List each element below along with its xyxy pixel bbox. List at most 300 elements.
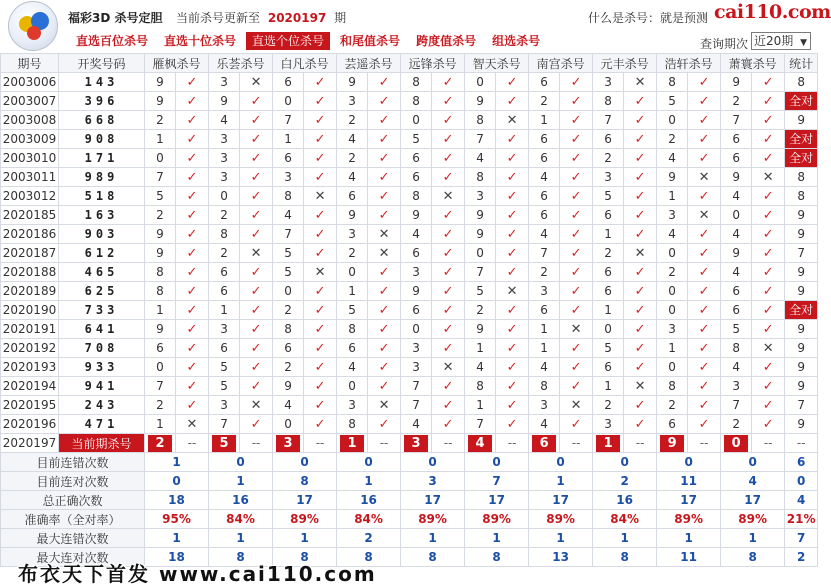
win-digit: 9 (107, 170, 119, 184)
win-number-cell (59, 111, 145, 130)
check-icon (304, 301, 337, 320)
check-mark: ✓ (506, 264, 518, 280)
kill-value-cell: 6 (273, 73, 304, 92)
cross-mark: ✕ (698, 207, 710, 223)
kill-value-cell: 8 (337, 320, 368, 339)
kill-value-cell: 7 (401, 396, 432, 415)
stats-value-cell: 89% (721, 510, 785, 529)
check-icon (752, 358, 785, 377)
win-digit: 4 (95, 398, 108, 412)
win-digit: 9 (84, 132, 96, 146)
kill-value-cell: 4 (721, 225, 752, 244)
stats-value-cell: 16 (209, 491, 273, 510)
win-number-cell (59, 415, 145, 434)
table-row (1, 187, 818, 206)
check-icon (496, 187, 529, 206)
site-domain-logo[interactable]: cai110.com (714, 1, 831, 23)
check-mark: ✓ (634, 226, 646, 242)
row-stat-cell: 7 (785, 244, 818, 263)
kill-value-cell: 0 (273, 92, 304, 111)
win-digit: 6 (84, 284, 96, 298)
check-mark: ✓ (186, 131, 198, 147)
kill-value-cell: 0 (145, 149, 176, 168)
check-mark: ✓ (570, 283, 582, 299)
check-mark: ✓ (634, 283, 646, 299)
kill-value-cell: 8 (529, 377, 560, 396)
table-row (1, 149, 818, 168)
table-row (1, 244, 818, 263)
win-digit: 8 (107, 113, 119, 127)
check-icon (560, 149, 593, 168)
kill-value-cell: 3 (337, 396, 368, 415)
check-icon (432, 301, 465, 320)
kill-value-cell: 4 (529, 415, 560, 434)
kill-value-cell: 0 (721, 206, 752, 225)
kill-value-cell: 3 (657, 320, 688, 339)
check-mark: ✓ (250, 112, 262, 128)
kill-value-cell: 2 (337, 244, 368, 263)
win-digit: 9 (84, 379, 96, 393)
check-icon (624, 320, 657, 339)
kill-value-cell: 2 (529, 263, 560, 282)
header-bar (0, 0, 831, 32)
check-icon (432, 225, 465, 244)
check-mark: ✓ (186, 207, 198, 223)
col-header-win: 开奖号码 (59, 54, 145, 73)
check-icon (368, 377, 401, 396)
check-mark: ✓ (634, 340, 646, 356)
kill-value-cell: 0 (657, 244, 688, 263)
kill-value-cell: 5 (273, 244, 304, 263)
check-mark: ✓ (442, 112, 454, 128)
kill-value-cell: 2 (145, 206, 176, 225)
check-icon (240, 301, 273, 320)
check-mark: ✓ (762, 112, 774, 128)
cross-mark: ✕ (378, 245, 390, 261)
win-digit: 0 (95, 227, 108, 241)
check-icon (752, 377, 785, 396)
row-stat-cell (785, 301, 818, 320)
tab-3[interactable]: 和尾值杀号 (340, 34, 401, 48)
check-icon (432, 339, 465, 358)
check-icon (176, 339, 209, 358)
win-number-cell (59, 339, 145, 358)
check-mark: ✓ (570, 112, 582, 128)
check-icon (496, 92, 529, 111)
check-icon (368, 111, 401, 130)
check-icon (560, 301, 593, 320)
kill-value-cell: 3 (209, 168, 240, 187)
check-icon (560, 358, 593, 377)
kill-value-cell: 1 (337, 282, 368, 301)
win-digit: 7 (95, 151, 108, 165)
cross-mark: ✕ (762, 169, 774, 185)
tab-1[interactable]: 直选十位杀号 (164, 34, 237, 48)
kill-value-cell: 6 (145, 339, 176, 358)
win-number-cell (59, 301, 145, 320)
check-mark: ✓ (762, 226, 774, 242)
check-mark: ✓ (698, 302, 710, 318)
check-icon (496, 225, 529, 244)
kill-value-cell: 7 (593, 111, 624, 130)
check-icon (496, 415, 529, 434)
check-mark: ✓ (634, 359, 646, 375)
kill-value-cell: 0 (657, 358, 688, 377)
kill-value-cell: 9 (145, 73, 176, 92)
kill-value-cell: 0 (401, 320, 432, 339)
kill-value-cell: 6 (593, 282, 624, 301)
kill-value-cell: 6 (401, 149, 432, 168)
check-icon (240, 339, 273, 358)
kill-value-cell: 3 (657, 206, 688, 225)
issue-cell: 2003012 (1, 187, 59, 206)
tab-4[interactable]: 跨度值杀号 (416, 34, 477, 48)
check-mark: ✓ (506, 93, 518, 109)
kill-value-cell: 8 (657, 377, 688, 396)
app-title: 福彩3D 杀号定胆 (68, 11, 163, 25)
kill-value-cell: 6 (721, 301, 752, 320)
check-icon (688, 415, 721, 434)
win-number-cell (59, 206, 145, 225)
cross-icon (560, 396, 593, 415)
cross-mark: ✕ (250, 245, 262, 261)
check-mark: ✓ (250, 207, 262, 223)
check-icon (176, 282, 209, 301)
check-icon (432, 168, 465, 187)
check-icon (496, 73, 529, 92)
current-kill-number: 3 (404, 435, 428, 452)
current-label-cell: 当前期杀号 (59, 434, 145, 453)
kill-value-cell: 5 (273, 263, 304, 282)
stats-total-cell: 21% (785, 510, 818, 529)
check-mark: ✓ (378, 93, 390, 109)
check-icon (752, 187, 785, 206)
kill-value-cell: 2 (657, 263, 688, 282)
check-icon (304, 206, 337, 225)
check-icon (624, 111, 657, 130)
check-icon (304, 358, 337, 377)
check-icon (304, 377, 337, 396)
check-mark: ✓ (314, 74, 326, 90)
tab-0[interactable]: 直选百位杀号 (76, 34, 149, 48)
check-mark: ✓ (506, 207, 518, 223)
win-digit: 3 (107, 303, 119, 317)
kill-value-cell: 8 (465, 168, 496, 187)
cross-icon (368, 225, 401, 244)
check-mark: ✓ (698, 416, 710, 432)
kill-value-cell: 7 (721, 111, 752, 130)
check-icon (368, 320, 401, 339)
win-number-cell (59, 396, 145, 415)
check-mark: ✓ (762, 302, 774, 318)
stats-label-cell: 准确率（全对率） (1, 510, 145, 529)
issue-cell: 2020193 (1, 358, 59, 377)
check-icon (368, 187, 401, 206)
check-icon (176, 396, 209, 415)
check-mark: ✓ (506, 226, 518, 242)
row-stat-cell (785, 149, 818, 168)
check-icon (688, 263, 721, 282)
row-stat-cell: 8 (785, 73, 818, 92)
check-icon (752, 244, 785, 263)
stats-value-cell: 89% (657, 510, 721, 529)
stats-value-cell: 84% (209, 510, 273, 529)
kill-value-cell: 0 (337, 263, 368, 282)
check-icon (432, 415, 465, 434)
check-mark: ✓ (314, 340, 326, 356)
update-period: 2020197 (267, 11, 327, 25)
kill-value-cell: 3 (337, 92, 368, 111)
check-mark: ✓ (698, 283, 710, 299)
update-suffix: 期 (334, 11, 347, 25)
check-icon (688, 282, 721, 301)
check-mark: ✓ (378, 340, 390, 356)
table-row (1, 301, 818, 320)
check-mark: ✓ (506, 74, 518, 90)
kill-value-cell: 0 (657, 111, 688, 130)
period-select-value: 近20期 (754, 34, 794, 48)
check-icon (432, 396, 465, 415)
stats-value-cell: 0 (657, 453, 721, 472)
stats-value-cell: 13 (529, 548, 593, 567)
check-icon (752, 225, 785, 244)
kill-value-cell: 6 (209, 339, 240, 358)
tab-2[interactable]: 直选个位杀号 (246, 32, 330, 50)
check-mark: ✓ (442, 226, 454, 242)
current-dash-cell: -- (560, 434, 593, 453)
stats-value-cell: 1 (593, 529, 657, 548)
row-stat-cell: 9 (785, 282, 818, 301)
kill-value-cell: 4 (337, 168, 368, 187)
check-mark: ✓ (250, 378, 262, 394)
current-kill-number: 2 (148, 435, 172, 452)
check-mark: ✓ (186, 359, 198, 375)
current-kill-number: 5 (212, 435, 236, 452)
col-header-expert: 远锋杀号 (401, 54, 465, 73)
kill-value-cell: 1 (273, 130, 304, 149)
stats-value-cell: 1 (273, 529, 337, 548)
check-icon (688, 301, 721, 320)
kill-value-cell: 2 (145, 111, 176, 130)
stats-value-cell: 8 (273, 472, 337, 491)
stats-value-cell: 89% (529, 510, 593, 529)
check-mark: ✓ (378, 416, 390, 432)
check-icon (176, 130, 209, 149)
stats-value-cell: 8 (593, 548, 657, 567)
stats-value-cell: 1 (721, 529, 785, 548)
check-icon (752, 206, 785, 225)
check-mark: ✓ (506, 150, 518, 166)
win-digit: 4 (84, 265, 96, 279)
stats-row (1, 453, 818, 472)
period-select[interactable] (751, 32, 811, 50)
table-row (1, 111, 818, 130)
check-icon (624, 168, 657, 187)
check-icon (304, 396, 337, 415)
check-icon (688, 130, 721, 149)
kill-value-cell: 3 (209, 73, 240, 92)
table-row (1, 377, 818, 396)
cross-mark: ✕ (314, 264, 326, 280)
win-digit: 5 (107, 265, 119, 279)
kill-value-cell: 9 (145, 244, 176, 263)
check-mark: ✓ (250, 340, 262, 356)
row-stat-cell: 8 (785, 187, 818, 206)
win-digit: 9 (95, 94, 108, 108)
check-icon (304, 130, 337, 149)
stats-value-cell: 7 (465, 472, 529, 491)
check-mark: ✓ (314, 321, 326, 337)
cross-icon (176, 415, 209, 434)
win-digit: 8 (107, 189, 119, 203)
site-logo-icon[interactable] (8, 1, 58, 51)
win-digit: 1 (84, 151, 96, 165)
check-mark: ✓ (570, 188, 582, 204)
check-icon (240, 377, 273, 396)
cross-mark: ✕ (250, 74, 262, 90)
check-mark: ✓ (634, 416, 646, 432)
check-icon (496, 301, 529, 320)
stats-value-cell: 18 (145, 491, 209, 510)
check-mark: ✓ (378, 207, 390, 223)
win-number-cell (59, 130, 145, 149)
check-icon (688, 396, 721, 415)
row-stat-cell (785, 130, 818, 149)
kill-value-cell: 5 (657, 92, 688, 111)
check-mark: ✓ (314, 93, 326, 109)
current-issue-cell: 2020197 (1, 434, 59, 453)
check-mark: ✓ (186, 302, 198, 318)
kill-value-cell: 7 (209, 415, 240, 434)
kill-value-cell: 0 (273, 282, 304, 301)
check-icon (560, 282, 593, 301)
check-mark: ✓ (186, 169, 198, 185)
stats-value-cell: 16 (593, 491, 657, 510)
check-mark: ✓ (698, 359, 710, 375)
kill-value-cell: 8 (209, 225, 240, 244)
check-icon (240, 320, 273, 339)
stats-value-cell: 4 (721, 472, 785, 491)
table-row (1, 206, 818, 225)
stats-label-cell: 最大连错次数 (1, 529, 145, 548)
kill-value-cell: 4 (401, 415, 432, 434)
kill-value-cell: 6 (401, 301, 432, 320)
check-mark: ✓ (314, 207, 326, 223)
kill-value-cell: 1 (593, 377, 624, 396)
check-mark: ✓ (186, 74, 198, 90)
stats-value-cell: 0 (145, 472, 209, 491)
cross-icon (240, 244, 273, 263)
col-header-expert: 乐荟杀号 (209, 54, 273, 73)
check-icon (368, 339, 401, 358)
win-digit: 6 (84, 322, 96, 336)
check-mark: ✓ (378, 188, 390, 204)
tab-5[interactable]: 组选杀号 (492, 34, 541, 48)
win-digit: 7 (84, 303, 96, 317)
cross-mark: ✕ (250, 397, 262, 413)
stats-value-cell: 1 (337, 472, 401, 491)
check-mark: ✓ (250, 283, 262, 299)
check-mark: ✓ (570, 245, 582, 261)
kill-value-cell: 8 (337, 415, 368, 434)
check-mark: ✓ (250, 226, 262, 242)
stats-value-cell: 84% (593, 510, 657, 529)
check-icon (368, 92, 401, 111)
check-icon (496, 358, 529, 377)
kill-value-cell: 8 (401, 92, 432, 111)
stats-value-cell: 1 (465, 529, 529, 548)
check-mark: ✓ (762, 245, 774, 261)
stats-value-cell: 8 (721, 548, 785, 567)
kill-value-cell: 5 (145, 187, 176, 206)
check-icon (752, 149, 785, 168)
kill-value-cell: 2 (593, 244, 624, 263)
current-dash-cell: -- (688, 434, 721, 453)
stats-row (1, 491, 818, 510)
kill-value-cell: 7 (529, 244, 560, 263)
kill-value-cell: 1 (145, 130, 176, 149)
kill-value-cell: 8 (273, 187, 304, 206)
check-mark: ✓ (442, 150, 454, 166)
check-mark: ✓ (378, 131, 390, 147)
kill-value-cell: 7 (721, 396, 752, 415)
win-digit: 1 (84, 208, 96, 222)
kill-value-cell: 4 (273, 206, 304, 225)
check-mark: ✓ (186, 112, 198, 128)
kill-value-cell: 0 (657, 301, 688, 320)
check-mark: ✓ (762, 264, 774, 280)
kill-value-cell: 4 (337, 130, 368, 149)
kill-value-cell: 3 (721, 377, 752, 396)
check-mark: ✓ (698, 378, 710, 394)
kill-value-cell: 3 (593, 168, 624, 187)
update-prefix: 当前杀号更新至 (176, 11, 261, 25)
check-icon (240, 187, 273, 206)
kill-value-cell: 3 (465, 187, 496, 206)
check-icon (688, 111, 721, 130)
check-icon (496, 263, 529, 282)
check-icon (176, 225, 209, 244)
win-digit: 3 (107, 398, 119, 412)
win-digit: 6 (84, 246, 96, 260)
check-icon (624, 130, 657, 149)
kill-value-cell: 0 (401, 111, 432, 130)
table-row (1, 415, 818, 434)
kill-value-cell: 6 (529, 149, 560, 168)
check-icon (560, 244, 593, 263)
check-mark: ✓ (250, 359, 262, 375)
kill-value-cell: 4 (337, 358, 368, 377)
check-mark: ✓ (506, 302, 518, 318)
issue-cell: 2003011 (1, 168, 59, 187)
check-mark: ✓ (186, 226, 198, 242)
stats-value-cell: 11 (657, 472, 721, 491)
check-icon (240, 149, 273, 168)
cross-mark: ✕ (186, 416, 198, 432)
issue-cell: 2020185 (1, 206, 59, 225)
kill-value-cell: 0 (593, 320, 624, 339)
check-icon (624, 358, 657, 377)
issue-cell: 2020188 (1, 263, 59, 282)
kill-value-cell: 4 (721, 358, 752, 377)
cross-mark: ✕ (442, 188, 454, 204)
current-kill-cell (529, 434, 560, 453)
check-icon (368, 282, 401, 301)
table-row (1, 92, 818, 111)
check-icon (560, 168, 593, 187)
query-label: 查询期次 (700, 37, 749, 51)
stats-value-cell: 17 (529, 491, 593, 510)
